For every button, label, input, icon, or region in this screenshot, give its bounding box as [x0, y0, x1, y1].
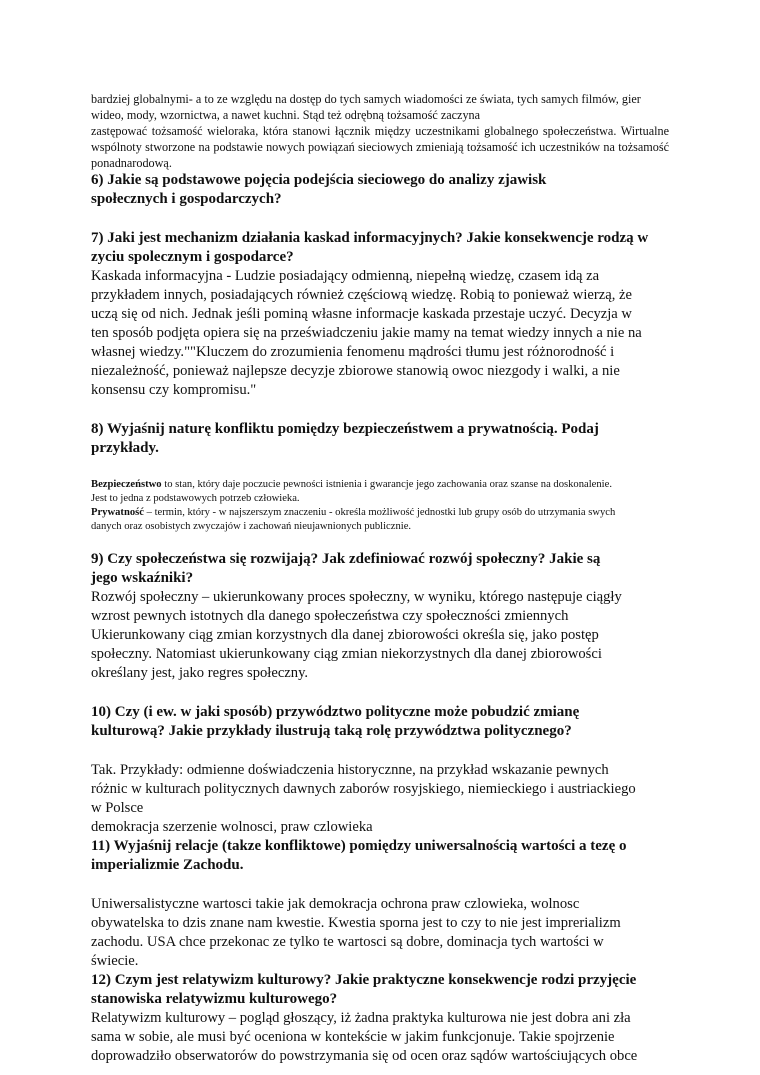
- term-privacy: Prywatność: [91, 507, 144, 518]
- answer-10-line: Tak. Przykłady: odmienne doświadczenia historycznne, na przykład wskazanie pewnych: [91, 762, 609, 778]
- intro-paragraph: zastępować tożsamość wieloraka, która stanowi łącznik między uczestnikami globalnego społeczeństwa. Wirtualne wspólnoty stworzone na podstawie nowych powiązań sieciowych zmieniają tożsamość ich uczestników na tożsamość ponadnarodową.: [91, 124, 669, 170]
- answer-11-line: Uniwersalistyczne wartosci takie jak demokracja ochrona praw czlowieka, wolnosc: [91, 896, 580, 912]
- answer-7-line: przykładem innych, posiadających również częściową wiedzę. Robią to ponieważ wierzą, że: [91, 287, 632, 303]
- question-10-title: kulturową? Jakie przykłady ilustrują taką rolę przywództwa politycznego?: [91, 723, 572, 739]
- question-8-title: 8) Wyjaśnij naturę konfliktu pomiędzy bezpieczeństwem a prywatnością. Podaj: [91, 421, 599, 437]
- definition-security: [91, 478, 669, 492]
- answer-7-line: Kaskada informacyjna - Ludzie posiadający odmienną, niepełną wiedzę, czasem idą za: [91, 268, 600, 284]
- question-10-title: 10) Czy (i ew. w jaki sposób) przywództwo polityczne może pobudzić zmianę: [91, 704, 580, 720]
- intro-line: wideo, mody, wzornictwa, a nawet kuchni. Stąd też odrębną tożsamość zaczyna: [91, 108, 481, 122]
- definition-text: danych oraz osobistych zwyczajów i zachowań nieujawnionych publicznie.: [91, 521, 412, 532]
- definition-text: – termin, który - w najszerszym znaczeniu - określa możliwość jednostki lub grupy osób do utrzymania swych: [143, 507, 616, 518]
- answer-11-line: zachodu. USA chce przekonac ze tylko te wartosci są dobre, dominacja tych wartości w: [91, 934, 604, 950]
- definition-privacy: [91, 506, 669, 520]
- answer-7-line: własnej wiedzy.""Kluczem do zrozumienia fenomenu mądrości tłumu jest różnorodność i: [91, 344, 615, 360]
- term-security: Bezpieczeństwo: [91, 479, 162, 490]
- definition-text: to stan, który daje poczucie pewności istnienia i gwarancje jego zachowania oraz szanse na doskonalenie.: [161, 479, 612, 490]
- answer-7-line: niezależność, ponieważ najlepsze decyzje zbiorowe stanowią owoc niezgody i walki, a nie: [91, 363, 620, 379]
- answer-9-line: społeczny. Natomiast ukierunkowany ciąg zmian niekorzystnych dla danej zbiorowości: [91, 646, 602, 662]
- answer-7-line: uczą się od nich. Jednak jeśli pominą własne informacje kaskada przestaje uczyć. Decyzja w: [91, 306, 632, 322]
- definition-text: Jest to jedna z podstawowych potrzeb człowieka.: [91, 493, 300, 504]
- question-11-title: 11) Wyjaśnij relacje (takze konfliktowe) pomiędzy uniwersalnością wartości a tezę o: [91, 838, 627, 854]
- answer-9-line: Rozwój społeczny – ukierunkowany proces społeczny, w wyniku, którego następuje ciągły: [91, 589, 622, 605]
- question-9-title: jego wskaźniki?: [91, 570, 194, 586]
- document-page: [91, 91, 669, 1066]
- question-7-title: 7) Jaki jest mechanizm działania kaskad informacyjnych? Jakie konsekwencje rodzą w: [91, 230, 649, 246]
- question-12-title: stanowiska relatywizmu kulturowego?: [91, 991, 338, 1007]
- question-12-title: 12) Czym jest relatywizm kulturowy? Jakie praktyczne konsekwencje rodzi przyjęcie: [91, 972, 637, 988]
- question-6-title: 6) Jakie są podstawowe pojęcia podejścia sieciowego do analizy zjawisk: [91, 172, 547, 188]
- answer-10-line: różnic w kulturach politycznych dawnych zaborów rosyjskiego, niemieckiego i austriackiego: [91, 781, 636, 797]
- question-8-title: przykłady.: [91, 440, 159, 456]
- answer-10-line: w Polsce: [91, 800, 144, 816]
- answer-12-line: doprowadziło obserwatorów do powstrzymania się od ocen oraz sądów wartościujących obce: [91, 1048, 638, 1064]
- answer-11-line: obywatelska to dzis znane nam kwestie. Kwestia sporna jest to czy to nie jest imprerializm: [91, 915, 621, 931]
- answer-10-line: demokracja szerzenie wolnosci, praw czlowieka: [91, 819, 373, 835]
- answer-7-line: ten sposób podjęta opiera się na przeświadczeniu jakie mamy na temat wiedzy innych a nie na: [91, 325, 642, 341]
- question-9-title: 9) Czy społeczeństwa się rozwijają? Jak zdefiniować rozwój społeczny? Jakie są: [91, 551, 601, 567]
- answer-9-line: określany jest, jako regres społeczny.: [91, 665, 309, 681]
- answer-7-line: konsensu czy kompromisu.": [91, 382, 257, 398]
- answer-9-line: wzrost pewnych istotnych dla danego społeczeństwa czy społeczności zmiennych: [91, 608, 569, 624]
- answer-12-line: sama w sobie, ale musi być oceniona w kontekście w jakim funkcjonuje. Takie spojrzenie: [91, 1029, 615, 1045]
- answer-9-line: Ukierunkowany ciąg zmian korzystnych dla danej zbiorowości określa się, jako postęp: [91, 627, 599, 643]
- question-6-title: społecznych i gospodarczych?: [91, 191, 282, 207]
- intro-line: bardziej globalnymi- a to ze względu na dostęp do tych samych wiadomości ze świata, tych samych filmów, gier: [91, 92, 641, 106]
- answer-11-line: świecie.: [91, 953, 139, 969]
- question-7-title: zyciu spolecznym i gospodarce?: [91, 249, 294, 265]
- answer-12-line: Relatywizm kulturowy – pogląd głoszący, iż żadna praktyka kulturowa nie jest dobra ani zła: [91, 1010, 631, 1026]
- question-11-title: imperializmie Zachodu.: [91, 857, 244, 873]
